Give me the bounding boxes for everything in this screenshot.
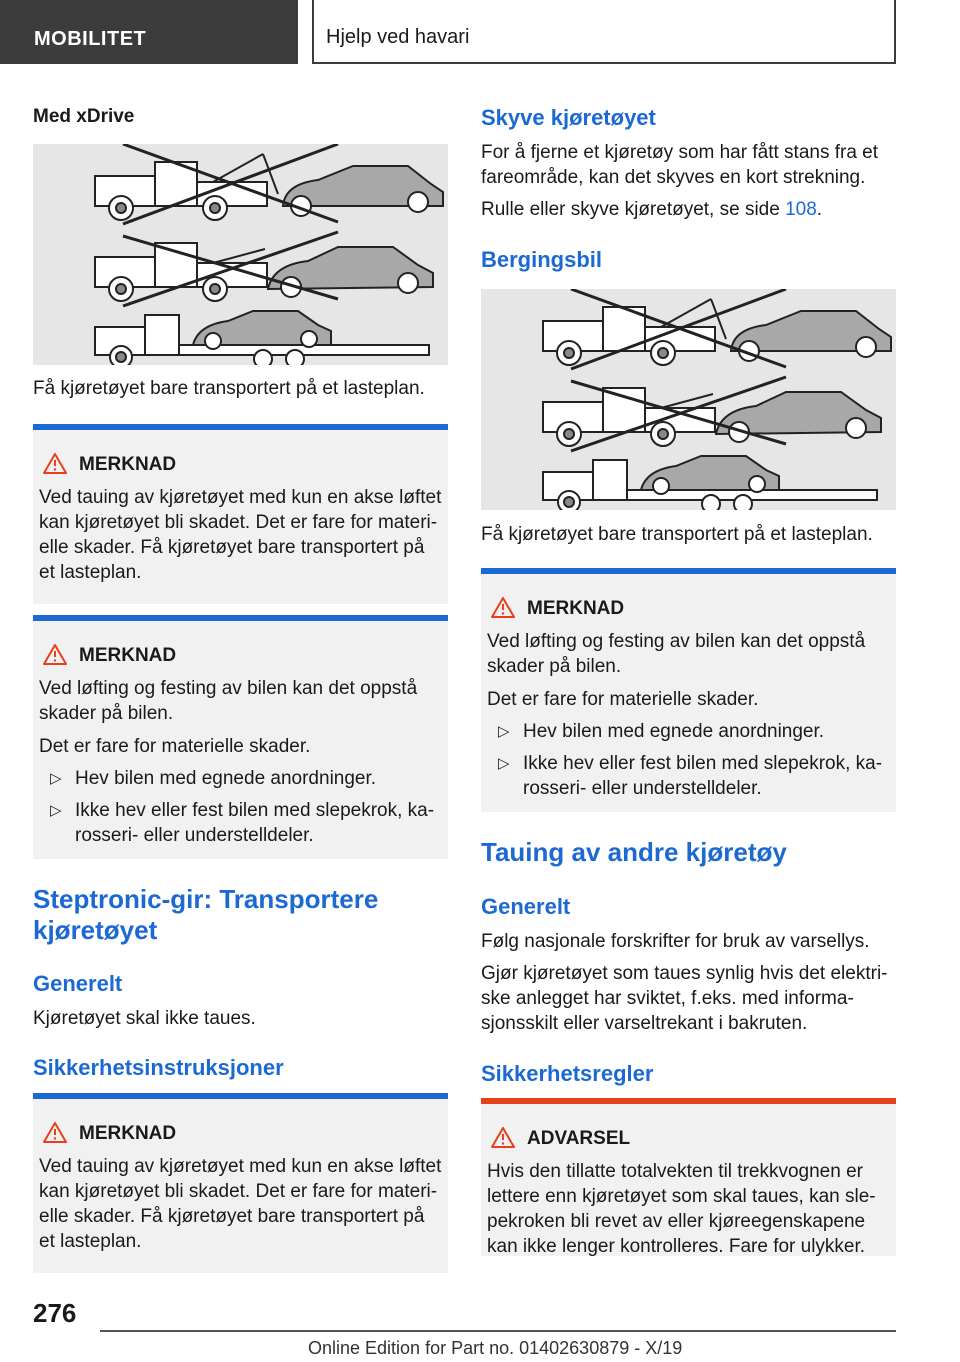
warning-triangle-icon — [43, 1121, 67, 1143]
note-box — [33, 615, 448, 859]
subheading-sikkerhet: Sikkerhetsinstruksjoner — [33, 1055, 284, 1080]
list-item-text: Ikke hev eller fest bilen med slepekrok, ka-rosseri- eller understelldeler. — [523, 753, 883, 799]
note-body: Ved tauing av kjøretøyet med kun en akse løftet kan kjøretøyet bli skadet. Det er fare for materi-elle skader. Få kjøretøyet bare transportert på et lasteplan. — [39, 1156, 442, 1252]
figure-caption: Få kjøretøyet bare transportert på et lasteplan. — [33, 378, 425, 399]
triangle-bullet-icon: ▷ — [50, 770, 62, 787]
subheading-regler: Sikkerhetsregler — [481, 1061, 654, 1086]
note-bar — [481, 568, 896, 574]
warning-triangle-icon — [491, 596, 515, 618]
ref-text: Rulle eller skyve kjøretøyet, se side — [481, 199, 786, 220]
paragraph: Gjør kjøretøyet som taues synlig hvis det elektri-ske anlegget har sviktet, f.eks. med informa-sjonsskilt eller varseltrekant i bakruten. — [481, 963, 888, 1034]
note-body — [487, 629, 892, 801]
towing-illustration — [33, 144, 448, 365]
note-box — [481, 568, 896, 812]
ref-suffix: . — [816, 199, 823, 220]
list-item — [487, 719, 892, 744]
list-item-text: Hev bilen med egnede anordninger. — [75, 768, 377, 789]
note-box — [33, 424, 448, 604]
section-heading: Steptronic-gir: Transportere kjøretøyet — [33, 884, 379, 945]
header-section-label: MOBILITET — [34, 28, 147, 50]
subheading-generelt: Generelt — [481, 894, 571, 919]
towing-diagram-image — [33, 144, 448, 365]
note-bar — [33, 1093, 448, 1099]
page-number: 276 — [33, 1298, 77, 1328]
warning-title: ADVARSEL — [527, 1128, 631, 1149]
subheading-berging: Bergingsbil — [481, 247, 603, 272]
towing-diagram-image — [481, 289, 896, 510]
list-item — [39, 798, 444, 848]
note-paragraph: Ved løfting og festing av bilen kan det oppstå skader på bilen. — [487, 631, 866, 677]
section-heading: Tauing av andre kjøretøy — [481, 837, 787, 867]
paragraph: Følg nasjonale forskrifter for bruk av varsellys. — [481, 931, 870, 952]
subheading-generelt: Generelt — [33, 971, 123, 996]
warning-bar — [481, 1098, 896, 1104]
note-title: MERKNAD — [79, 1123, 177, 1144]
page-link[interactable]: 108 — [785, 199, 817, 220]
header-chapter-label: Hjelp ved havari — [326, 26, 470, 48]
paragraph: Kjøretøyet skal ikke taues. — [33, 1008, 256, 1029]
list-item-text: Ikke hev eller fest bilen med slepekrok, ka-rosseri- eller understelldeler. — [75, 800, 435, 846]
note-paragraph: Det er fare for materielle skader. — [487, 689, 759, 710]
note-bar — [33, 424, 448, 430]
paragraph: For å fjerne et kjøretøy som har fått stans fra et fareområde, kan det skyves en kort strekning. — [481, 142, 879, 188]
note-title: MERKNAD — [79, 454, 177, 475]
note-title: MERKNAD — [527, 598, 625, 619]
header-chapter-tab — [312, 0, 896, 64]
figure-caption: Få kjøretøyet bare transportert på et lasteplan. — [481, 524, 873, 545]
footer-rule — [100, 1330, 896, 1332]
warning-triangle-icon — [491, 1126, 515, 1148]
warning-body: Hvis den tillatte totalvekten til trekkvognen er lettere enn kjøretøyet som skal taues, kan sle-pekroken bli revet av eller kjøreegenskapene kan ikke lenger kontrolleres. Fare for ulykker. — [487, 1161, 876, 1257]
note-paragraph: Ved løfting og festing av bilen kan det oppstå skader på bilen. — [39, 678, 418, 724]
list-item-text: Hev bilen med egnede anordninger. — [523, 721, 825, 742]
warning-triangle-icon — [43, 452, 67, 474]
list-item — [39, 766, 444, 791]
note-paragraph: Det er fare for materielle skader. — [39, 736, 311, 757]
note-box — [33, 1093, 448, 1273]
header-section-tab — [0, 0, 298, 64]
cross-reference — [481, 197, 896, 222]
list-item — [487, 751, 892, 801]
subhead-xdrive: Med xDrive — [33, 106, 135, 127]
warning-triangle-icon — [43, 643, 67, 665]
triangle-bullet-icon: ▷ — [50, 802, 62, 819]
note-body — [39, 676, 444, 848]
note-bar — [33, 615, 448, 621]
subheading-skyve: Skyve kjøretøyet — [481, 105, 656, 130]
note-body: Ved tauing av kjøretøyet med kun en akse løftet kan kjøretøyet bli skadet. Det er fare for materi-elle skader. Få kjøretøyet bare transportert på et lasteplan. — [39, 487, 442, 583]
footer-edition: Online Edition for Part no. 01402630879 - X/19 — [308, 1338, 683, 1358]
towing-illustration — [481, 289, 896, 510]
note-title: MERKNAD — [79, 645, 177, 666]
triangle-bullet-icon: ▷ — [498, 723, 510, 740]
triangle-bullet-icon: ▷ — [498, 755, 510, 772]
warning-box — [481, 1098, 896, 1256]
